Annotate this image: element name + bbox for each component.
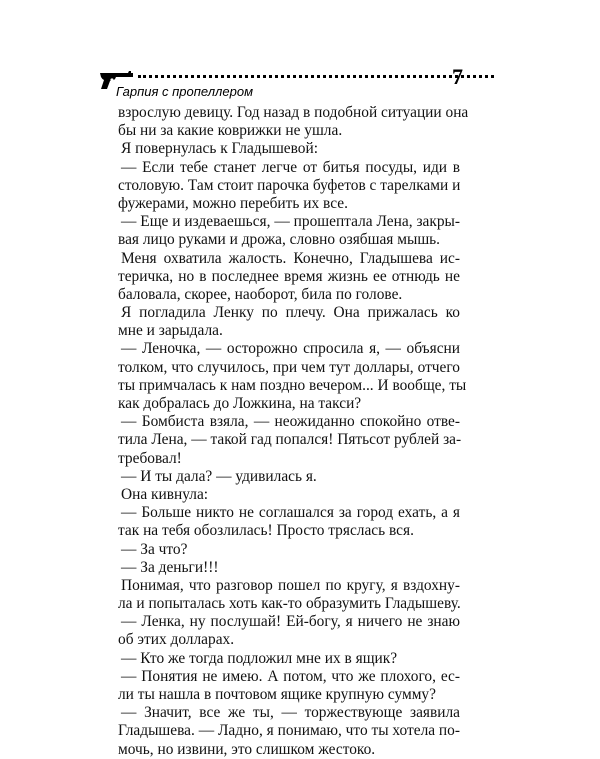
text-line: — За деньги!!! (121, 558, 219, 576)
text-line: взрослую девицу. Год назад в подобной ситуации она (118, 104, 469, 121)
text-line: баловала, скорее, наоборот, била по голове. (118, 285, 403, 303)
running-title: Гарпия с пропеллером (116, 84, 253, 99)
text-line: — Значит, все же ты, — торжествующе заявила (121, 704, 460, 722)
text-line: Понимая, что разговор пошел по кругу, я вздохну- (121, 576, 460, 594)
text-line: — Ленка, ну послушай! Ей-богу, я ничего не знаю (121, 613, 460, 631)
text-line: ли ты нашла в почтовом ящике крупную сумму? (118, 686, 436, 703)
text-line: Она кивнула: (121, 485, 209, 503)
text-line: тила Лена, — такой гад попался! Пятьсот рублей за- (118, 431, 462, 449)
text-line: — Леночка, — осторожно спросила я, — объясни (121, 340, 460, 358)
header-dotted-rule (138, 75, 494, 78)
text-line: Меня охватила жалость. Конечно, Гладышева ис- (121, 249, 460, 267)
text-line: требовал! (118, 449, 182, 467)
page-number: 7 (452, 64, 463, 89)
text-line: — За что? (121, 540, 188, 558)
text-line: толком, что случилось, при чем тут доллары, отчего (118, 358, 460, 376)
text-line: фужерами, можно перебить их все. (118, 194, 348, 212)
text-line: столовую. Там стоит парочка буфетов с тарелками и (118, 176, 461, 194)
text-line: Я погладила Ленку по плечу. Она прижалась ко (121, 304, 460, 322)
text-line: мне и зарыдала. (118, 322, 223, 340)
running-header (98, 66, 468, 106)
body-text (118, 104, 469, 759)
text-line: вая лицо руками и дрожа, словно озябшая мышь. (118, 231, 441, 249)
text-line: — Кто же тогда подложил мне их в ящик? (121, 649, 398, 667)
text-line: Гладышева. — Ладно, я понимаю, что ты хотела по- (118, 722, 460, 740)
text-line: так на тебя обозлилась! Просто тряслась вся. (118, 522, 414, 540)
text-line: — Бомбиста взяла, — неожиданно спокойно отве- (121, 413, 460, 431)
text-line: как добралась до Ложкина, на такси? (118, 395, 362, 412)
text-line: — Больше никто не соглашался за город ехать, а я (121, 504, 460, 522)
text-line: — Еще и издеваешься, — прошептала Лена, закры- (121, 213, 460, 231)
text-line: Я повернулась к Гладышевой: (121, 140, 319, 158)
text-line: ты примчалась к нам поздно вечером... И вообще, ты (118, 376, 467, 394)
text-line: мочь, но извини, это слишком жестоко. (118, 740, 376, 758)
text-line: теричка, но в последнее время жизнь ее отнюдь не (118, 267, 460, 285)
text-line: ла и попыталась хоть как-то образумить Гладышеву. (118, 595, 461, 613)
text-line: — И ты дала? — удивилась я. (121, 467, 317, 485)
text-line: — Понятия не имею. А потом, что же плохого, ес- (121, 667, 460, 685)
text-line: бы ни за какие коврижки не ушла. (118, 122, 343, 140)
text-line: об этих долларах. (118, 631, 235, 649)
text-line: — Если тебе станет легче от битья посуды, иди в (121, 158, 460, 176)
